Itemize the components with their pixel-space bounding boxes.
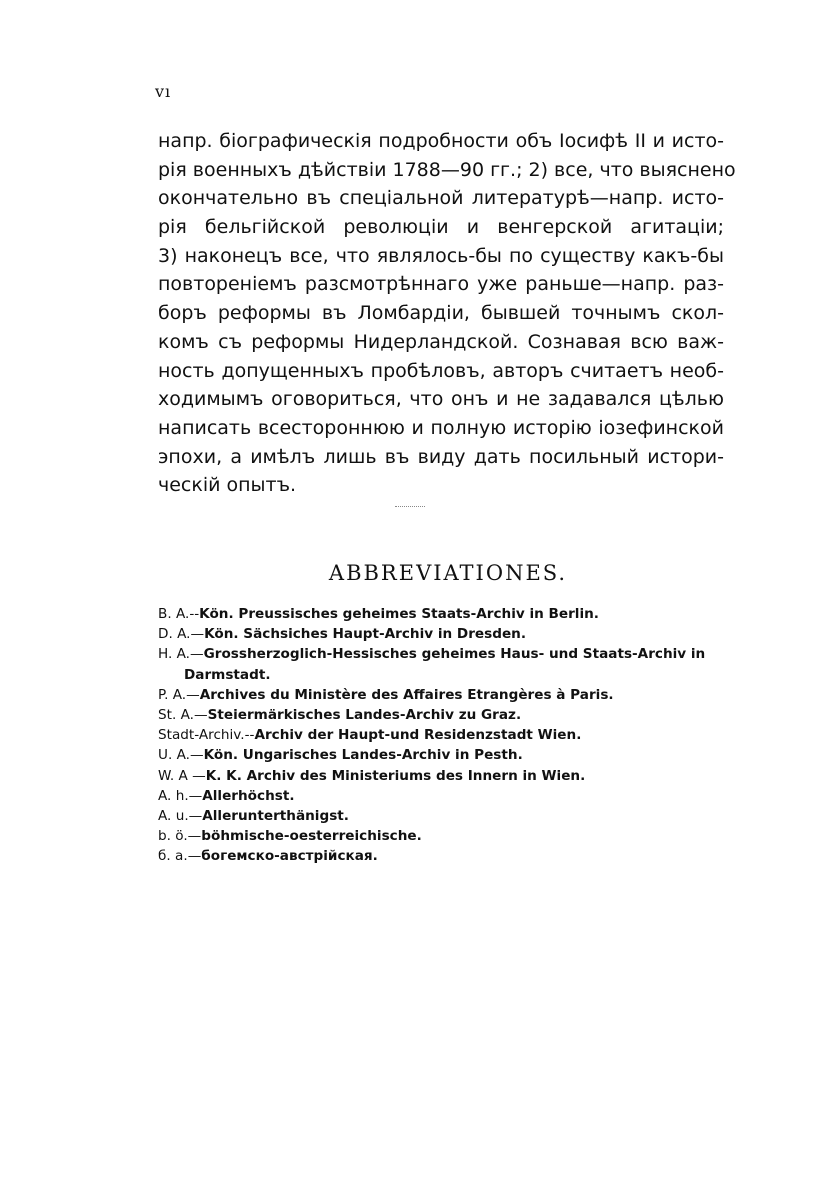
abbreviation-value: K. K. Archiv des Ministeriums des Innern in Wien. — [205, 767, 586, 784]
abbreviation-entry — [158, 766, 726, 786]
abbreviation-key: W. A — [158, 767, 188, 784]
abbreviation-key: St. A. — [158, 707, 194, 724]
abbreviation-key: U. A. — [158, 747, 190, 764]
abbreviation-separator: -- — [244, 727, 255, 744]
abbreviation-entry — [158, 685, 726, 705]
body-line: эпохи, а имѣлъ лишь въ виду дать посильный истори- — [158, 445, 724, 468]
abbreviation-entry — [158, 725, 726, 745]
abbreviation-value: Archiv der Haupt-und Residenzstadt Wien. — [254, 727, 582, 744]
abbreviation-value: Kön. Sächsiches Haupt-Archiv in Dresden. — [204, 626, 527, 643]
body-line: ходимымъ оговориться, что онъ и не задавался цѣлью — [158, 388, 724, 411]
body-line: ность допущенныхъ пробѣловъ, авторъ считаетъ необ- — [158, 359, 724, 382]
abbreviation-separator: — — [188, 787, 203, 804]
abbreviation-value: Steiermärkisches Landes-Archiv zu Graz. — [207, 707, 522, 724]
abbreviation-key: A. u. — [158, 808, 189, 825]
abbreviations-heading: ABBREVIATIONES. — [328, 561, 568, 585]
body-paragraph — [158, 127, 736, 500]
abbreviation-value: Allerunterthänigst. — [202, 808, 349, 825]
abbreviation-key: D. A. — [158, 626, 191, 643]
abbreviation-separator: — — [188, 808, 203, 825]
abbreviation-entry — [158, 705, 726, 725]
abbreviation-key: б. a. — [158, 848, 188, 865]
abbreviation-value: Allerhöchst. — [202, 787, 295, 804]
abbreviation-value: Kön. Ungarisches Landes-Archiv in Pesth. — [203, 747, 523, 764]
abbreviation-entry — [158, 826, 726, 846]
abbreviation-key: A. h. — [158, 787, 189, 804]
abbreviation-key: Stadt-Archiv. — [158, 727, 245, 744]
body-line: комъ съ реформы Нидерландской. Сознавая всю важ- — [158, 330, 724, 353]
abbreviation-entry — [158, 624, 726, 644]
body-line: окончательно въ спеціальной литературѣ—напр. исто- — [158, 187, 724, 210]
abbreviation-separator: — — [186, 686, 200, 703]
abbreviation-separator: — — [193, 707, 208, 724]
abbreviation-key: H. A. — [158, 646, 191, 663]
abbreviation-entry — [158, 806, 726, 826]
abbreviation-entry — [158, 846, 726, 866]
abbreviation-key: P. A. — [158, 686, 187, 703]
abbreviation-continuation: Darmstadt. — [184, 666, 271, 683]
body-line: боръ реформы въ Ломбардіи, бывшей точнымъ скол- — [158, 302, 724, 325]
abbreviation-key: b. ö. — [158, 828, 188, 845]
abbreviation-entry — [158, 604, 726, 624]
abbreviation-entry — [158, 745, 726, 765]
body-line: 3) наконецъ все, что являлось-бы по существу какъ-бы — [158, 244, 724, 267]
body-line: напр. біографическія подробности объ Іосифѣ II и исто- — [158, 130, 724, 152]
abbreviation-separator: — — [187, 848, 202, 865]
body-line: повтореніемъ разсмотрѣннаго уже раньше—напр. раз- — [158, 273, 724, 296]
body-line: рія бельгійской революціи и венгерской агитаціи; — [158, 216, 724, 239]
body-line: ческій опытъ. — [158, 474, 297, 497]
body-line: рія военныхъ дѣйствіи 1788—90 гг.; 2) все, что выяснено — [158, 158, 736, 181]
abbreviation-value: Archives du Ministère des Affaires Etrangères à Paris. — [199, 686, 614, 703]
abbreviation-value: богемско-австрійская. — [201, 848, 378, 865]
abbreviation-value: Grossherzoglich-Hessisches geheimes Haus- und Staats-Archiv in — [203, 646, 706, 663]
abbreviation-separator: — — [187, 767, 206, 784]
abbreviation-entry — [158, 786, 726, 806]
abbreviation-key: B. A. — [158, 606, 190, 622]
section-divider — [395, 506, 425, 507]
abbreviation-entry — [158, 644, 726, 684]
abbreviations-list — [158, 604, 726, 867]
abbreviation-value: Kön. Preussisches geheimes Staats-Archiv in Berlin. — [199, 606, 599, 622]
abbreviation-separator: — — [190, 626, 205, 643]
abbreviation-separator: — — [189, 747, 204, 764]
page-number: vı — [155, 82, 172, 101]
abbreviation-value: böhmische-oesterreichische. — [201, 828, 422, 845]
abbreviation-separator: — — [190, 646, 204, 663]
body-line: написать всестороннюю и полную исторію іозефинской — [158, 416, 724, 439]
abbreviation-separator: — — [187, 828, 202, 845]
abbreviation-separator: -- — [189, 606, 200, 622]
